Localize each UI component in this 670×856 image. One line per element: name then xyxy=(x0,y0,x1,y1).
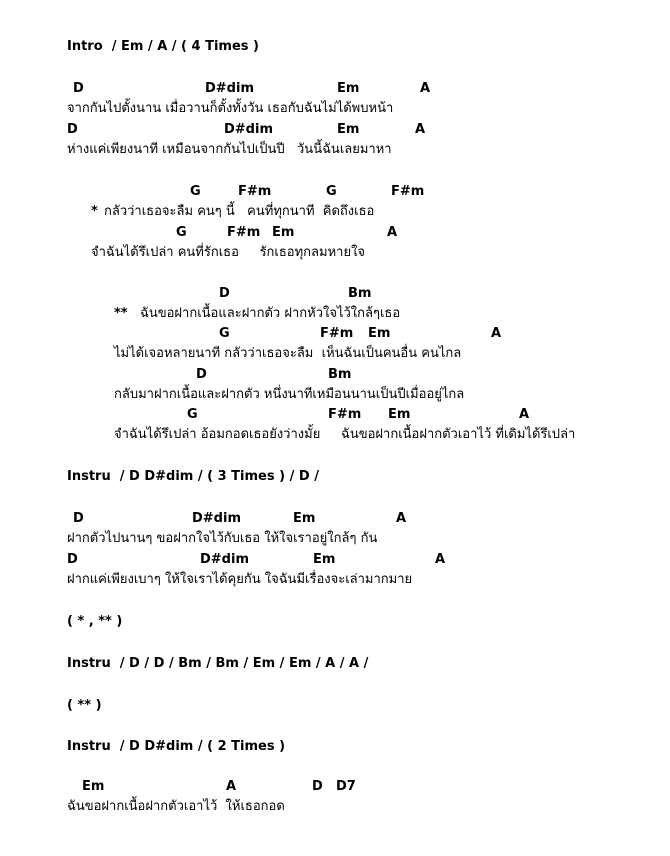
chord-em: Em xyxy=(337,122,360,137)
instru-line: Instru / D D#dim / ( 3 Times ) / D / xyxy=(67,469,319,484)
lyric-line: ห่างแค่เพียงนาที เหมือนจากกันไปเป็นปี วันนี้ฉันเลยมาหา xyxy=(67,142,392,157)
instru-line: Instru / D D#dim / ( 2 Times ) xyxy=(67,739,286,754)
chord-a: A xyxy=(387,225,398,240)
chord-fsm: F#m xyxy=(227,225,261,240)
chord-ddim: D#dim xyxy=(192,511,241,526)
chord-fsm: F#m xyxy=(328,407,362,422)
chord-em: Em xyxy=(293,511,316,526)
chord-a: A xyxy=(396,511,407,526)
chord-a: A xyxy=(491,326,502,341)
chord-bm: Bm xyxy=(348,286,372,301)
chord-a: A xyxy=(420,81,431,96)
chord-d: D xyxy=(73,81,84,96)
section-marker: * xyxy=(91,204,98,219)
lyric-line: ฝากตัวไปนานๆ ขอฝากใจไว้กับเธอ ให้ใจเราอยู่ใกล้ๆ กัน xyxy=(67,531,378,546)
lyric-line: ฝากแค่เพียงเบาๆ ให้ใจเราได้คุยกัน ใจฉันมีเรื่องจะเล่ามากมาย xyxy=(67,572,413,587)
lyric-line: กลับมาฝากเนื้อและฝากตัว หนึ่งนาทีเหมือนนานเป็นปีเมื่ออยู่ไกล xyxy=(114,387,465,402)
section-marker: ** xyxy=(114,306,128,321)
chord-ddim: D#dim xyxy=(224,122,273,137)
instru-line: Instru / D / D / Bm / Bm / Em / Em / A / A / xyxy=(67,656,369,671)
chord-em: Em xyxy=(82,779,105,794)
chord-bm: Bm xyxy=(328,367,352,382)
lyric-line: จำฉันได้รึเปล่า คนที่รักเธอ รักเธอทุกลมหายใจ xyxy=(91,245,366,260)
lyric-line: ฉันขอฝากเนื้อฝากตัวเอาไว้ ให้เธอกอด xyxy=(67,799,285,814)
lyric-line: จากกันไปตั้งนาน เมื่อวานก็ตั้งทั้งวัน เธอกับฉันไม่ได้พบหน้า xyxy=(67,101,394,116)
chord-em: Em xyxy=(388,407,411,422)
lyric-line: ฉันขอฝากเนื้อและฝากตัว ฝากหัวใจไว้ใกล้ๆเธอ xyxy=(140,306,401,321)
chord-g: G xyxy=(219,326,230,341)
chord-g: G xyxy=(326,184,337,199)
chord-fsm: F#m xyxy=(238,184,272,199)
chord-a: A xyxy=(435,552,446,567)
chord-d: D xyxy=(312,779,323,794)
chord-ddim: D#dim xyxy=(200,552,249,567)
chord-d7: D7 xyxy=(336,779,356,794)
chord-em: Em xyxy=(337,81,360,96)
chord-fsm: F#m xyxy=(320,326,354,341)
lyric-line: ไม่ได้เจอหลายนาที กลัวว่าเธอจะลืม เห็นฉันเป็นคนอื่น คนไกล xyxy=(114,346,462,361)
chord-d: D xyxy=(219,286,230,301)
chord-d: D xyxy=(73,511,84,526)
repeat-marker: ( ** ) xyxy=(67,698,102,713)
chord-ddim: D#dim xyxy=(205,81,254,96)
chord-d: D xyxy=(196,367,207,382)
chord-em: Em xyxy=(272,225,295,240)
lyric-line: กลัวว่าเธอจะลืม คนๆ นี้ คนที่ทุกนาที คิดถึงเธอ xyxy=(104,204,375,219)
intro-line: Intro / Em / A / ( 4 Times ) xyxy=(67,39,259,54)
lyric-line: จำฉันได้รึเปล่า อ้อมกอดเธอยังว่างมั้ย ฉันขอฝากเนื้อฝากตัวเอาไว้ ที่เดิมได้รึเปล่า xyxy=(114,427,576,442)
repeat-marker: ( * , ** ) xyxy=(67,614,123,629)
chord-a: A xyxy=(226,779,237,794)
chord-g: G xyxy=(176,225,187,240)
chord-g: G xyxy=(187,407,198,422)
chord-g: G xyxy=(190,184,201,199)
chord-a: A xyxy=(519,407,530,422)
chord-em: Em xyxy=(368,326,391,341)
chord-d: D xyxy=(67,552,78,567)
chord-d: D xyxy=(67,122,78,137)
chord-a: A xyxy=(415,122,426,137)
chord-em: Em xyxy=(313,552,336,567)
chord-fsm: F#m xyxy=(391,184,425,199)
